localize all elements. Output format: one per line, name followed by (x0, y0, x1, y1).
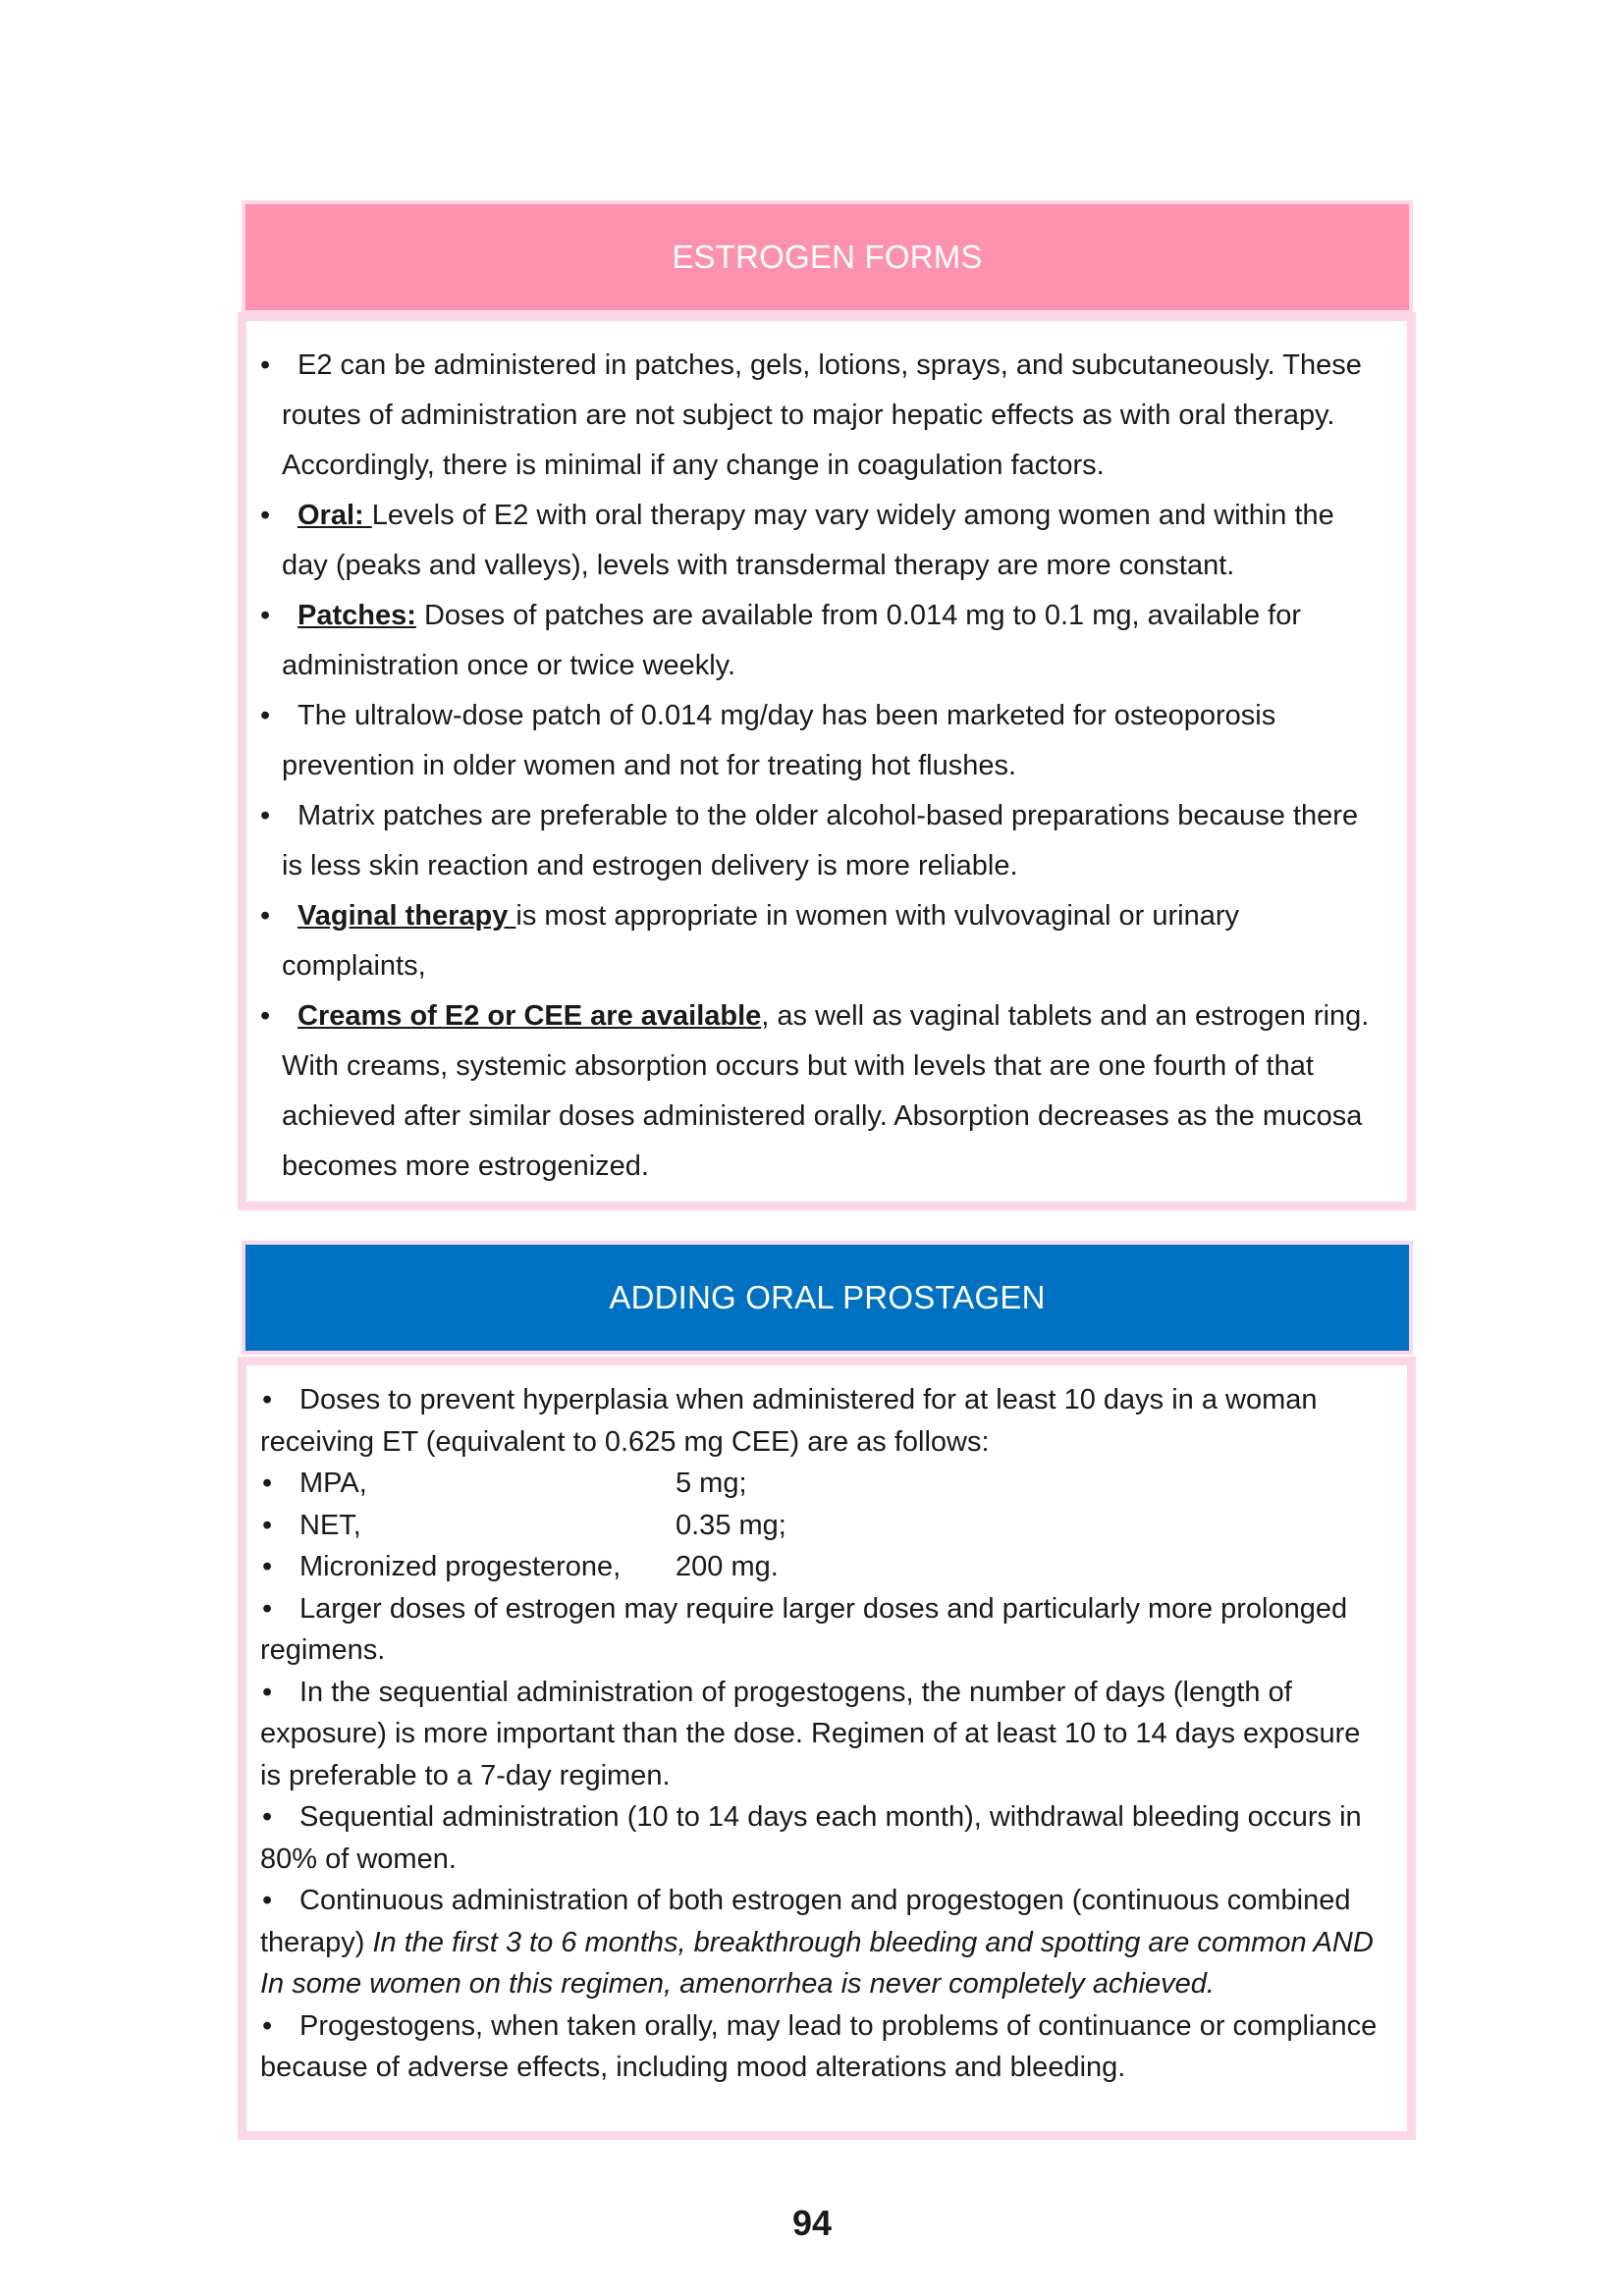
item-lead: Creams of E2 or CEE are available (298, 1000, 762, 1032)
adding-oral-prostagen-content (238, 1357, 1416, 2140)
item-text: Matrix patches are preferable to the older alcohol-based preparations because there is less skin reaction and estrogen delivery is more reliable. (282, 800, 1359, 881)
item-text: Sequential administration (10 to 14 days each month), withdrawal bleeding occurs in 80% of women. (260, 1801, 1362, 1875)
bullet-icon: • (260, 900, 271, 932)
item-text: Continuous administration of both estrogen and progestogen (continuous combined therapy) (260, 1885, 1351, 1958)
dose-drug: NET, (299, 1509, 361, 1541)
item-text: Levels of E2 with oral therapy may vary widely among women and within the day (peaks and valleys), levels with transdermal therapy are more constant. (282, 500, 1334, 581)
item-lead: Vaginal therapy (298, 900, 516, 932)
list-item (260, 891, 1383, 991)
bullet-icon: • (260, 349, 271, 381)
adding-oral-prostagen-header (242, 1241, 1413, 1355)
list-item (260, 991, 1383, 1192)
list-item (260, 1880, 1387, 2005)
bullet-icon: • (260, 500, 271, 531)
section-title: ESTROGEN FORMS (672, 239, 983, 275)
list-item (260, 691, 1383, 791)
dose-drug: Micronized progesterone, (299, 1551, 622, 1582)
item-lead: Patches: (298, 600, 416, 631)
list-item (260, 591, 1383, 691)
bullet-icon: • (262, 2009, 273, 2042)
page-number: 94 (791, 2203, 833, 2243)
list-item (260, 791, 1383, 891)
item-lead: Oral: (298, 500, 372, 531)
bullet-icon: • (262, 1885, 273, 1916)
bullet-icon: • (260, 1000, 271, 1032)
dose-drug: MPA, (299, 1468, 367, 1499)
bullet-icon: • (262, 1676, 273, 1708)
item-text: Doses to prevent hyperplasia when administered for at least 10 days in a woman receiving ET (equivalent to 0.625 mg CEE) are as follows: (260, 1384, 1318, 1458)
bullet-icon: • (262, 1801, 273, 1833)
bullet-icon: • (262, 1551, 273, 1582)
item-italic-text: In the first 3 to 6 months, breakthrough bleeding and spotting are common AND In some women on this regimen, amenorrhea is never completely achieved. (260, 1926, 1374, 2000)
bullet-icon: • (262, 1592, 273, 1625)
list-item (260, 1588, 1387, 1672)
list-item (260, 341, 1383, 491)
dose-row (260, 1546, 1387, 1588)
item-text: Progestogens, when taken orally, may lead to problems of continuance or compliance because of adverse effects, including mood alterations and bleeding. (260, 2009, 1378, 2083)
bullet-icon: • (262, 1468, 273, 1499)
item-text: E2 can be administered in patches, gels, lotions, sprays, and subcutaneously. These routes of administration are not subject to major hepatic effects as with oral therapy. Accordingly, there is minimal if any change in coagulation factors. (282, 349, 1362, 481)
bullet-icon: • (260, 700, 271, 731)
bullet-icon: • (262, 1509, 273, 1541)
section-title: ADDING ORAL PROSTAGEN (609, 1279, 1046, 1315)
list-item (260, 1379, 1387, 1463)
item-text: is most appropriate in women with vulvovaginal or urinary complaints, (282, 900, 1240, 982)
bullet-icon: • (262, 1384, 273, 1415)
estrogen-forms-header (242, 200, 1413, 314)
dose-row (260, 1505, 1387, 1547)
bullet-icon: • (260, 800, 271, 831)
bullet-icon: • (260, 600, 271, 631)
list-item (260, 1672, 1387, 1797)
item-text: Larger doses of estrogen may require larger doses and particularly more prolonged regimens. (260, 1592, 1348, 1666)
dose-value: 0.35 mg; (676, 1509, 786, 1541)
list-item (260, 491, 1383, 591)
list-item (260, 1796, 1387, 1880)
dose-row (260, 1463, 1387, 1505)
dose-value: 5 mg; (676, 1468, 747, 1499)
dose-value: 200 mg. (676, 1551, 779, 1582)
item-text: , as well as vaginal tablets and an estrogen ring. With creams, systemic absorption occurs but with levels that are one fourth of that achieved after similar doses administered orally. Absorption decreases as the mucosa becomes more estrogenized. (282, 1000, 1370, 1182)
item-text: The ultralow-dose patch of 0.014 mg/day has been marketed for osteoporosis prevention in older women and not for treating hot flushes. (282, 700, 1276, 781)
item-text: Doses of patches are available from 0.014 mg to 0.1 mg, available for administration once or twice weekly. (282, 600, 1301, 681)
item-text: In the sequential administration of progestogens, the number of days (length of exposure) is more important than the dose. Regimen of at least 10 to 14 days exposure is preferable to a 7-day regimen. (260, 1676, 1361, 1791)
estrogen-forms-content (238, 312, 1416, 1210)
list-item (260, 2005, 1387, 2089)
